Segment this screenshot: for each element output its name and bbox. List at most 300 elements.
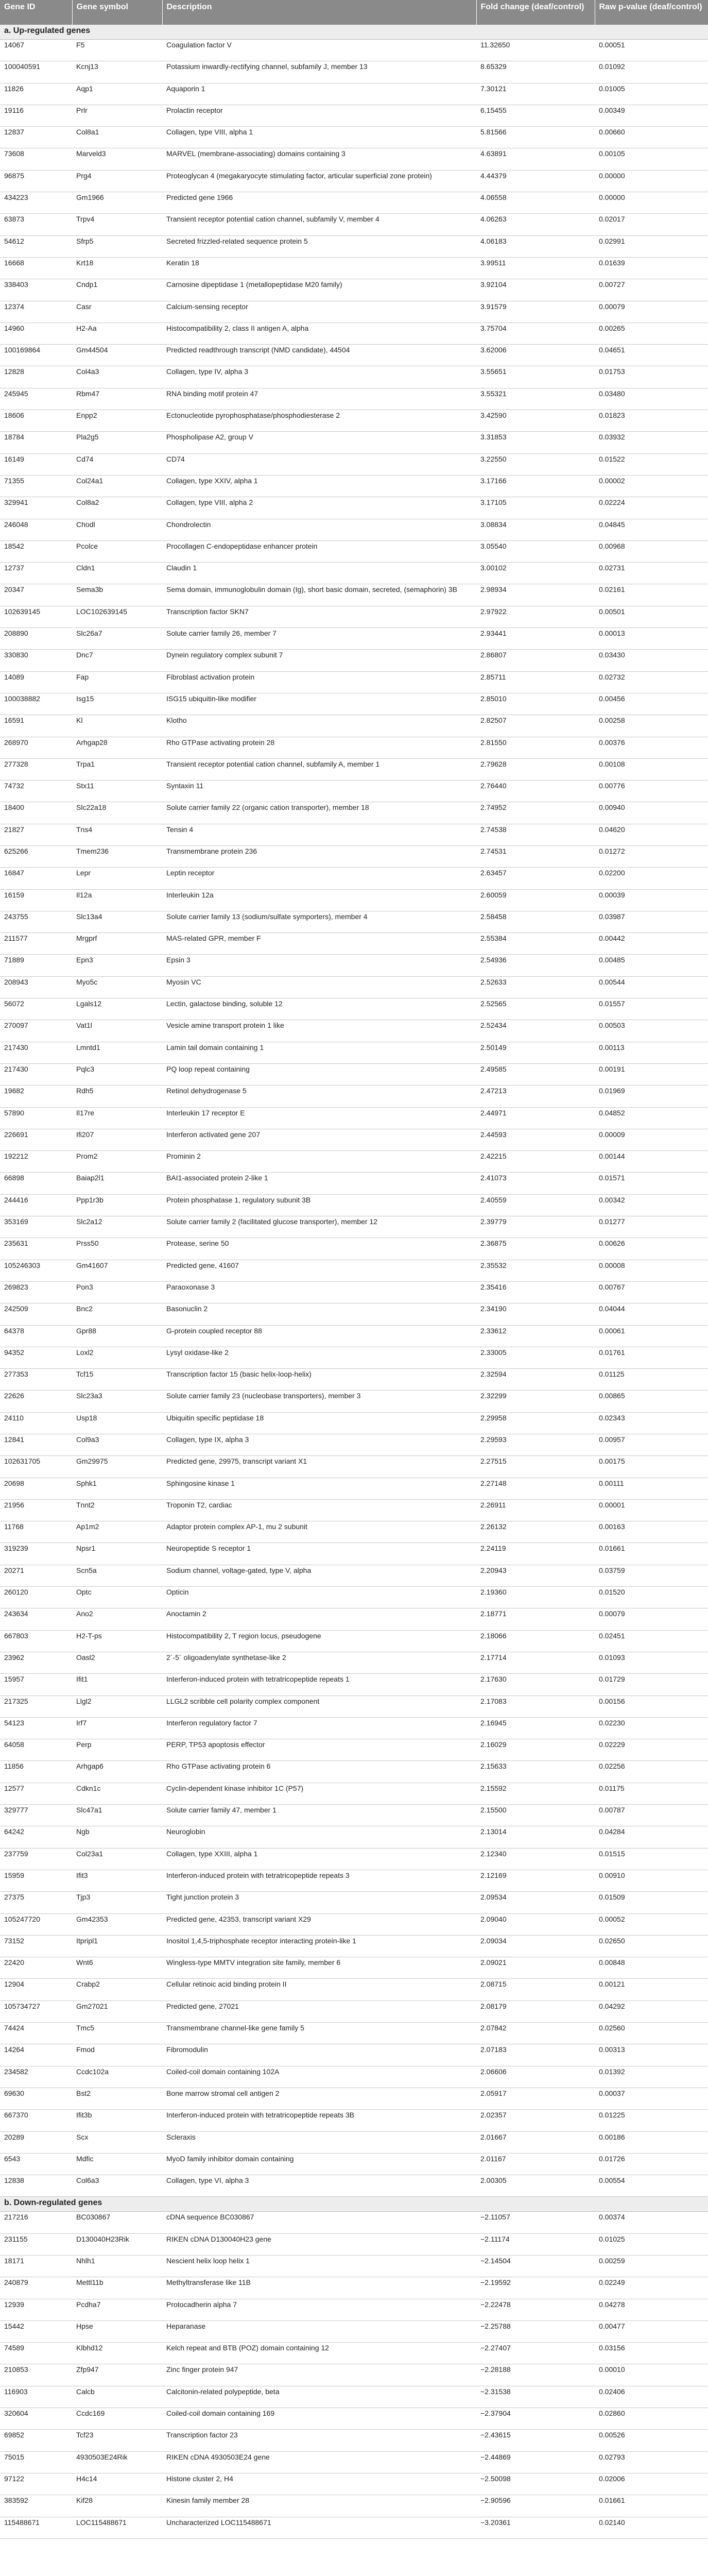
description-cell: Lysyl oxidase-like 2 [162, 1347, 476, 1368]
raw-p-value-cell: 0.01639 [595, 257, 708, 279]
raw-p-value-cell: 0.04292 [595, 2001, 708, 2022]
table-row [0, 301, 708, 323]
gene-id-cell: 237759 [0, 1848, 72, 1870]
gene-symbol-cell: Tcf23 [72, 2430, 162, 2451]
fold-change-cell: 3.91579 [476, 301, 595, 323]
gene-id-cell: 245945 [0, 388, 72, 410]
gene-symbol-cell: Myo5c [72, 976, 162, 998]
gene-symbol-cell: Il12a [72, 889, 162, 911]
gene-id-cell: 319239 [0, 1543, 72, 1565]
header-fold-change: Fold change (deaf/control) [476, 0, 595, 25]
table-row [0, 1281, 708, 1303]
table-row [0, 1652, 708, 1673]
table-row [0, 2408, 708, 2430]
raw-p-value-cell: 0.00342 [595, 1194, 708, 1216]
description-cell: Uncharacterized LOC115488671 [162, 2517, 476, 2538]
gene-id-cell: 64242 [0, 1826, 72, 1848]
gene-symbol-cell: Slc2a12 [72, 1216, 162, 1238]
gene-symbol-cell: Col9a3 [72, 1434, 162, 1456]
fold-change-cell: 2.18771 [476, 1608, 595, 1630]
gene-id-cell: 100169864 [0, 345, 72, 366]
gene-symbol-cell: Itpripl1 [72, 1935, 162, 1957]
description-cell: Solute carrier family 26, member 7 [162, 628, 476, 650]
gene-symbol-cell: Gm42353 [72, 1913, 162, 1935]
description-cell: Histocompatibility 2, T region locus, pseudogene [162, 1630, 476, 1652]
description-cell: Predicted gene 1966 [162, 192, 476, 214]
gene-symbol-cell: Sfrp5 [72, 235, 162, 257]
table-row [0, 1216, 708, 1238]
fold-change-cell: 2.05917 [476, 2088, 595, 2109]
gene-symbol-cell: Calcb [72, 2386, 162, 2408]
description-cell: Carnosine dipeptidase 1 (metallopeptidase M20 family) [162, 279, 476, 301]
fold-change-cell: −3.20361 [476, 2517, 595, 2538]
description-cell: Protease, serine 50 [162, 1238, 476, 1260]
raw-p-value-cell: 0.00000 [595, 170, 708, 192]
raw-p-value-cell: 0.00374 [595, 2212, 708, 2233]
raw-p-value-cell: 0.01571 [595, 1173, 708, 1194]
gene-id-cell: 69852 [0, 2430, 72, 2451]
fold-change-cell: 2.18066 [476, 1630, 595, 1652]
description-cell: Interferon-induced protein with tetratricopeptide repeats 1 [162, 1674, 476, 1696]
description-cell: Vesicle amine transport protein 1 like [162, 1020, 476, 1042]
raw-p-value-cell: 0.01175 [595, 1783, 708, 1804]
fold-change-cell: 2.13014 [476, 1826, 595, 1848]
raw-p-value-cell: 0.01093 [595, 1652, 708, 1673]
fold-change-cell: 4.63891 [476, 148, 595, 170]
table-row [0, 1325, 708, 1347]
raw-p-value-cell: 0.00051 [595, 40, 708, 61]
table-row [0, 2255, 708, 2277]
table-row [0, 366, 708, 388]
table-row [0, 1826, 708, 1848]
description-cell: Collagen, type VIII, alpha 1 [162, 127, 476, 148]
gene-id-cell: 54123 [0, 1717, 72, 1739]
table-row [0, 998, 708, 1020]
gene-symbol-cell: Zfp947 [72, 2364, 162, 2386]
fold-change-cell: 2.47213 [476, 1086, 595, 1107]
raw-p-value-cell: 0.01125 [595, 1369, 708, 1391]
table-row [0, 1521, 708, 1543]
raw-p-value-cell: 0.00456 [595, 693, 708, 715]
gene-id-cell: 64378 [0, 1325, 72, 1347]
gene-id-cell: 338403 [0, 279, 72, 301]
fold-change-cell: 2.27148 [476, 1478, 595, 1499]
raw-p-value-cell: 0.00010 [595, 2364, 708, 2386]
fold-change-cell: 2.52434 [476, 1020, 595, 1042]
gene-id-cell: 16149 [0, 453, 72, 475]
description-cell: Protein phosphatase 1, regulatory subunit 3B [162, 1194, 476, 1216]
gene-symbol-cell: Gm1966 [72, 192, 162, 214]
gene-symbol-cell: Hpse [72, 2320, 162, 2342]
table-row [0, 1042, 708, 1063]
description-cell: Protocadherin alpha 7 [162, 2299, 476, 2320]
fold-change-cell: 2.85010 [476, 693, 595, 715]
gene-symbol-cell: Npsr1 [72, 1543, 162, 1565]
table-row [0, 1630, 708, 1652]
gene-id-cell: 329777 [0, 1805, 72, 1826]
raw-p-value-cell: 0.01277 [595, 1216, 708, 1238]
description-cell: Potassium inwardly-rectifying channel, subfamily J, member 13 [162, 61, 476, 83]
table-row [0, 2044, 708, 2066]
table-row [0, 2277, 708, 2299]
fold-change-cell: −2.11057 [476, 2212, 595, 2233]
raw-p-value-cell: 0.01729 [595, 1674, 708, 1696]
raw-p-value-cell: 0.00776 [595, 781, 708, 802]
gene-symbol-cell: LOC102639145 [72, 606, 162, 628]
fold-change-cell: 2.29958 [476, 1412, 595, 1434]
gene-id-cell: 74589 [0, 2343, 72, 2364]
gene-symbol-cell: Scn5a [72, 1565, 162, 1586]
fold-change-cell: −2.19592 [476, 2277, 595, 2299]
gene-symbol-cell: Prg4 [72, 170, 162, 192]
raw-p-value-cell: 0.01515 [595, 1848, 708, 1870]
gene-id-cell: 100038882 [0, 693, 72, 715]
fold-change-cell: 2.74952 [476, 802, 595, 824]
table-row [0, 519, 708, 540]
fold-change-cell: 2.85711 [476, 671, 595, 693]
fold-change-cell: −2.43615 [476, 2430, 595, 2451]
table-row [0, 1717, 708, 1739]
raw-p-value-cell: 0.00727 [595, 279, 708, 301]
description-cell: Interferon activated gene 207 [162, 1129, 476, 1150]
fold-change-cell: 2.32299 [476, 1391, 595, 1412]
gene-id-cell: 21827 [0, 824, 72, 845]
raw-p-value-cell: 0.00485 [595, 955, 708, 976]
fold-change-cell: −2.90596 [476, 2495, 595, 2517]
description-cell: Retinol dehydrogenase 5 [162, 1086, 476, 1107]
fold-change-cell: 4.06558 [476, 192, 595, 214]
raw-p-value-cell: 0.02860 [595, 2408, 708, 2430]
table-row [0, 2023, 708, 2044]
raw-p-value-cell: 0.00376 [595, 737, 708, 758]
raw-p-value-cell: 0.01823 [595, 410, 708, 432]
gene-symbol-cell: Llgl2 [72, 1696, 162, 1717]
fold-change-cell: 2.09034 [476, 1935, 595, 1957]
table-row [0, 2386, 708, 2408]
gene-id-cell: 22626 [0, 1391, 72, 1412]
gene-id-cell: 12577 [0, 1783, 72, 1804]
gene-symbol-cell: Wnt6 [72, 1957, 162, 1979]
raw-p-value-cell: 0.01092 [595, 61, 708, 83]
gene-id-cell: 12837 [0, 127, 72, 148]
raw-p-value-cell: 0.00910 [595, 1870, 708, 1891]
raw-p-value-cell: 0.01761 [595, 1347, 708, 1368]
table-row [0, 2495, 708, 2517]
raw-p-value-cell: 0.00013 [595, 628, 708, 650]
gene-symbol-cell: Dnc7 [72, 650, 162, 671]
raw-p-value-cell: 0.00865 [595, 1391, 708, 1412]
table-row [0, 279, 708, 301]
gene-symbol-cell: Scx [72, 2131, 162, 2153]
gene-id-cell: 21956 [0, 1499, 72, 1521]
gene-symbol-cell: Pla2g5 [72, 432, 162, 453]
gene-symbol-cell: Tmc5 [72, 2023, 162, 2044]
gene-symbol-cell: LOC115488671 [72, 2517, 162, 2538]
gene-symbol-cell: Arhgap6 [72, 1761, 162, 1783]
raw-p-value-cell: 0.01726 [595, 2153, 708, 2175]
description-cell: Rho GTPase activating protein 28 [162, 737, 476, 758]
raw-p-value-cell: 0.02793 [595, 2451, 708, 2473]
fold-change-cell: 2.74531 [476, 845, 595, 867]
description-cell: Solute carrier family 22 (organic cation transporter), member 18 [162, 802, 476, 824]
raw-p-value-cell: 0.00175 [595, 1456, 708, 1478]
fold-change-cell: 3.22550 [476, 453, 595, 475]
table-row [0, 1565, 708, 1586]
description-cell: Collagen, type VIII, alpha 2 [162, 497, 476, 519]
gene-symbol-cell: Bnc2 [72, 1303, 162, 1325]
table-row [0, 1674, 708, 1696]
description-cell: Prominin 2 [162, 1151, 476, 1173]
fold-change-cell: −2.27407 [476, 2343, 595, 2364]
gene-id-cell: 16591 [0, 715, 72, 737]
description-cell: Collagen, type VI, alpha 3 [162, 2175, 476, 2197]
table-row [0, 2001, 708, 2022]
description-cell: cDNA sequence BC030867 [162, 2212, 476, 2233]
gene-id-cell: 12841 [0, 1434, 72, 1456]
gene-id-cell: 66898 [0, 1173, 72, 1194]
description-cell: Sema domain, immunoglobulin domain (Ig), short basic domain, secreted, (semaphorin) 3B [162, 584, 476, 606]
gene-symbol-cell: Epn3 [72, 955, 162, 976]
raw-p-value-cell: 0.02406 [595, 2386, 708, 2408]
table-row [0, 453, 708, 475]
description-cell: Klotho [162, 715, 476, 737]
fold-change-cell: 2.52633 [476, 976, 595, 998]
raw-p-value-cell: 0.01661 [595, 1543, 708, 1565]
section-header-row [0, 25, 708, 40]
table-row [0, 432, 708, 453]
gene-id-cell: 192212 [0, 1151, 72, 1173]
raw-p-value-cell: 0.02200 [595, 868, 708, 889]
gene-id-cell: 12737 [0, 563, 72, 584]
gene-id-cell: 242509 [0, 1303, 72, 1325]
raw-p-value-cell: 0.00079 [595, 301, 708, 323]
raw-p-value-cell: 0.00787 [595, 1805, 708, 1826]
description-cell: Ectonucleotide pyrophosphatase/phosphodiesterase 2 [162, 410, 476, 432]
fold-change-cell: 2.98934 [476, 584, 595, 606]
fold-change-cell: 2.44593 [476, 1129, 595, 1150]
fold-change-cell: 3.42590 [476, 410, 595, 432]
raw-p-value-cell: 0.04620 [595, 824, 708, 845]
raw-p-value-cell: 0.00968 [595, 540, 708, 562]
raw-p-value-cell: 0.00940 [595, 802, 708, 824]
gene-id-cell: 24110 [0, 1412, 72, 1434]
raw-p-value-cell: 0.02732 [595, 671, 708, 693]
raw-p-value-cell: 0.00008 [595, 1260, 708, 1281]
description-cell: Dynein regulatory complex subunit 7 [162, 650, 476, 671]
description-cell: Heparanase [162, 2320, 476, 2342]
description-cell: 2´-5´ oligoadenylate synthetase-like 2 [162, 1652, 476, 1673]
header-description: Description [162, 0, 476, 25]
gene-id-cell: 74732 [0, 781, 72, 802]
gene-symbol-cell: Perp [72, 1739, 162, 1761]
description-cell: Cellular retinoic acid binding protein II [162, 1979, 476, 2001]
gene-id-cell: 73152 [0, 1935, 72, 1957]
gene-symbol-cell: Col8a2 [72, 497, 162, 519]
fold-change-cell: −2.25788 [476, 2320, 595, 2342]
table-row [0, 1783, 708, 1804]
table-row [0, 127, 708, 148]
gene-id-cell: 94352 [0, 1347, 72, 1368]
gene-symbol-cell: Ap1m2 [72, 1521, 162, 1543]
gene-id-cell: 18400 [0, 802, 72, 824]
fold-change-cell: −2.37904 [476, 2408, 595, 2430]
fold-change-cell: 2.08715 [476, 1979, 595, 2001]
table-row [0, 2131, 708, 2153]
table-row [0, 497, 708, 519]
table-row [0, 1478, 708, 1499]
table-row [0, 1238, 708, 1260]
description-cell: Transmembrane channel-like gene family 5 [162, 2023, 476, 2044]
gene-symbol-cell: Pon3 [72, 1281, 162, 1303]
description-cell: Predicted gene, 42353, transcript variant X29 [162, 1913, 476, 1935]
table-row [0, 235, 708, 257]
table-row [0, 758, 708, 780]
gene-symbol-cell: Pqlc3 [72, 1063, 162, 1085]
raw-p-value-cell: 0.00108 [595, 758, 708, 780]
table-row [0, 2212, 708, 2233]
fold-change-cell: 2.01167 [476, 2153, 595, 2175]
raw-p-value-cell: 0.01025 [595, 2233, 708, 2255]
fold-change-cell: −2.28188 [476, 2364, 595, 2386]
table-row [0, 563, 708, 584]
description-cell: Interferon-induced protein with tetratricopeptide repeats 3B [162, 2110, 476, 2131]
gene-symbol-cell: Trpv4 [72, 214, 162, 235]
table-row [0, 1848, 708, 1870]
gene-id-cell: 235631 [0, 1238, 72, 1260]
fold-change-cell: 3.08834 [476, 519, 595, 540]
fold-change-cell: 2.36875 [476, 1238, 595, 1260]
table-row [0, 1587, 708, 1608]
gene-symbol-cell: Slc26a7 [72, 628, 162, 650]
raw-p-value-cell: 0.01509 [595, 1892, 708, 1913]
gene-id-cell: 116903 [0, 2386, 72, 2408]
gene-id-cell: 16159 [0, 889, 72, 911]
gene-symbol-cell: Lmntd1 [72, 1042, 162, 1063]
fold-change-cell: 3.00102 [476, 563, 595, 584]
raw-p-value-cell: 0.04278 [595, 2299, 708, 2320]
gene-symbol-cell: Usp18 [72, 1412, 162, 1434]
fold-change-cell: 2.33612 [476, 1325, 595, 1347]
description-cell: Lamin tail domain containing 1 [162, 1042, 476, 1063]
raw-p-value-cell: 0.00191 [595, 1063, 708, 1085]
fold-change-cell: 2.81550 [476, 737, 595, 758]
description-cell: Keratin 18 [162, 257, 476, 279]
table-row [0, 1739, 708, 1761]
gene-id-cell: 277328 [0, 758, 72, 780]
table-row [0, 105, 708, 126]
fold-change-cell: 2.06606 [476, 2066, 595, 2088]
gene-id-cell: 320604 [0, 2408, 72, 2430]
gene-id-cell: 22420 [0, 1957, 72, 1979]
gene-id-cell: 11856 [0, 1761, 72, 1783]
description-cell: Kinesin family member 28 [162, 2495, 476, 2517]
gene-id-cell: 12838 [0, 2175, 72, 2197]
gene-id-cell: 105247720 [0, 1913, 72, 1935]
raw-p-value-cell: 0.00002 [595, 475, 708, 497]
gene-symbol-cell: Mettl11b [72, 2277, 162, 2299]
gene-symbol-cell: Loxl2 [72, 1347, 162, 1368]
gene-id-cell: 96875 [0, 170, 72, 192]
description-cell: Leptin receptor [162, 868, 476, 889]
raw-p-value-cell: 0.00258 [595, 715, 708, 737]
raw-p-value-cell: 0.00052 [595, 1913, 708, 1935]
raw-p-value-cell: 0.00186 [595, 2131, 708, 2153]
gene-id-cell: 15957 [0, 1674, 72, 1696]
gene-symbol-cell: Mrgprf [72, 933, 162, 955]
raw-p-value-cell: 0.00113 [595, 1042, 708, 1063]
description-cell: Solute carrier family 47, member 1 [162, 1805, 476, 1826]
section-title: b. Down-regulated genes [0, 2197, 708, 2212]
gene-symbol-cell: Arhgap28 [72, 737, 162, 758]
description-cell: Paraoxonase 3 [162, 1281, 476, 1303]
raw-p-value-cell: 0.04845 [595, 519, 708, 540]
description-cell: RNA binding motif protein 47 [162, 388, 476, 410]
description-cell: Predicted gene, 41607 [162, 1260, 476, 1281]
description-cell: Calcitonin-related polypeptide, beta [162, 2386, 476, 2408]
fold-change-cell: 2.40559 [476, 1194, 595, 1216]
table-row [0, 2343, 708, 2364]
gene-symbol-cell: Enpp2 [72, 410, 162, 432]
gene-id-cell: 74424 [0, 2023, 72, 2044]
fold-change-cell: 2.54936 [476, 955, 595, 976]
fold-change-cell: 8.65329 [476, 61, 595, 83]
gene-id-cell: 434223 [0, 192, 72, 214]
table-row [0, 1107, 708, 1129]
fold-change-cell: 2.12340 [476, 1848, 595, 1870]
gene-symbol-cell: Vat1l [72, 1020, 162, 1042]
fold-change-cell: 2.09021 [476, 1957, 595, 1979]
fold-change-cell: 2.09534 [476, 1892, 595, 1913]
table-row [0, 671, 708, 693]
table-row [0, 1260, 708, 1281]
gene-symbol-cell: Cndp1 [72, 279, 162, 301]
gene-symbol-cell: Klbhd12 [72, 2343, 162, 2364]
gene-symbol-cell: Kl [72, 715, 162, 737]
table-row [0, 2088, 708, 2109]
gene-symbol-cell: Marveld3 [72, 148, 162, 170]
gene-id-cell: 27375 [0, 1892, 72, 1913]
table-row [0, 1892, 708, 1913]
header-gene-symbol: Gene symbol [72, 0, 162, 25]
gene-symbol-cell: Col24a1 [72, 475, 162, 497]
description-cell: RIKEN cDNA D130040H23 gene [162, 2233, 476, 2255]
gene-id-cell: 268970 [0, 737, 72, 758]
fold-change-cell: 2.33005 [476, 1347, 595, 1368]
gene-id-cell: 69630 [0, 2088, 72, 2109]
fold-change-cell: 4.44379 [476, 170, 595, 192]
description-cell: ISG15 ubiquitin-like modifier [162, 693, 476, 715]
fold-change-cell: 2.15500 [476, 1805, 595, 1826]
description-cell: Myosin VC [162, 976, 476, 998]
description-cell: Procollagen C-endopeptidase enhancer protein [162, 540, 476, 562]
table-row [0, 540, 708, 562]
raw-p-value-cell: 0.02161 [595, 584, 708, 606]
gene-symbol-cell: Ppp1r3b [72, 1194, 162, 1216]
description-cell: Interferon-induced protein with tetratricopeptide repeats 3 [162, 1870, 476, 1891]
table-row [0, 845, 708, 867]
gene-symbol-cell: H4c14 [72, 2473, 162, 2495]
raw-p-value-cell: 0.00039 [595, 889, 708, 911]
fold-change-cell: 2.17083 [476, 1696, 595, 1717]
table-row [0, 345, 708, 366]
raw-p-value-cell: 0.01753 [595, 366, 708, 388]
fold-change-cell: 2.55384 [476, 933, 595, 955]
gene-id-cell: 217216 [0, 2212, 72, 2233]
table-row [0, 715, 708, 737]
fold-change-cell: 2.27515 [476, 1456, 595, 1478]
raw-p-value-cell: 0.01392 [595, 2066, 708, 2088]
gene-id-cell: 217325 [0, 1696, 72, 1717]
